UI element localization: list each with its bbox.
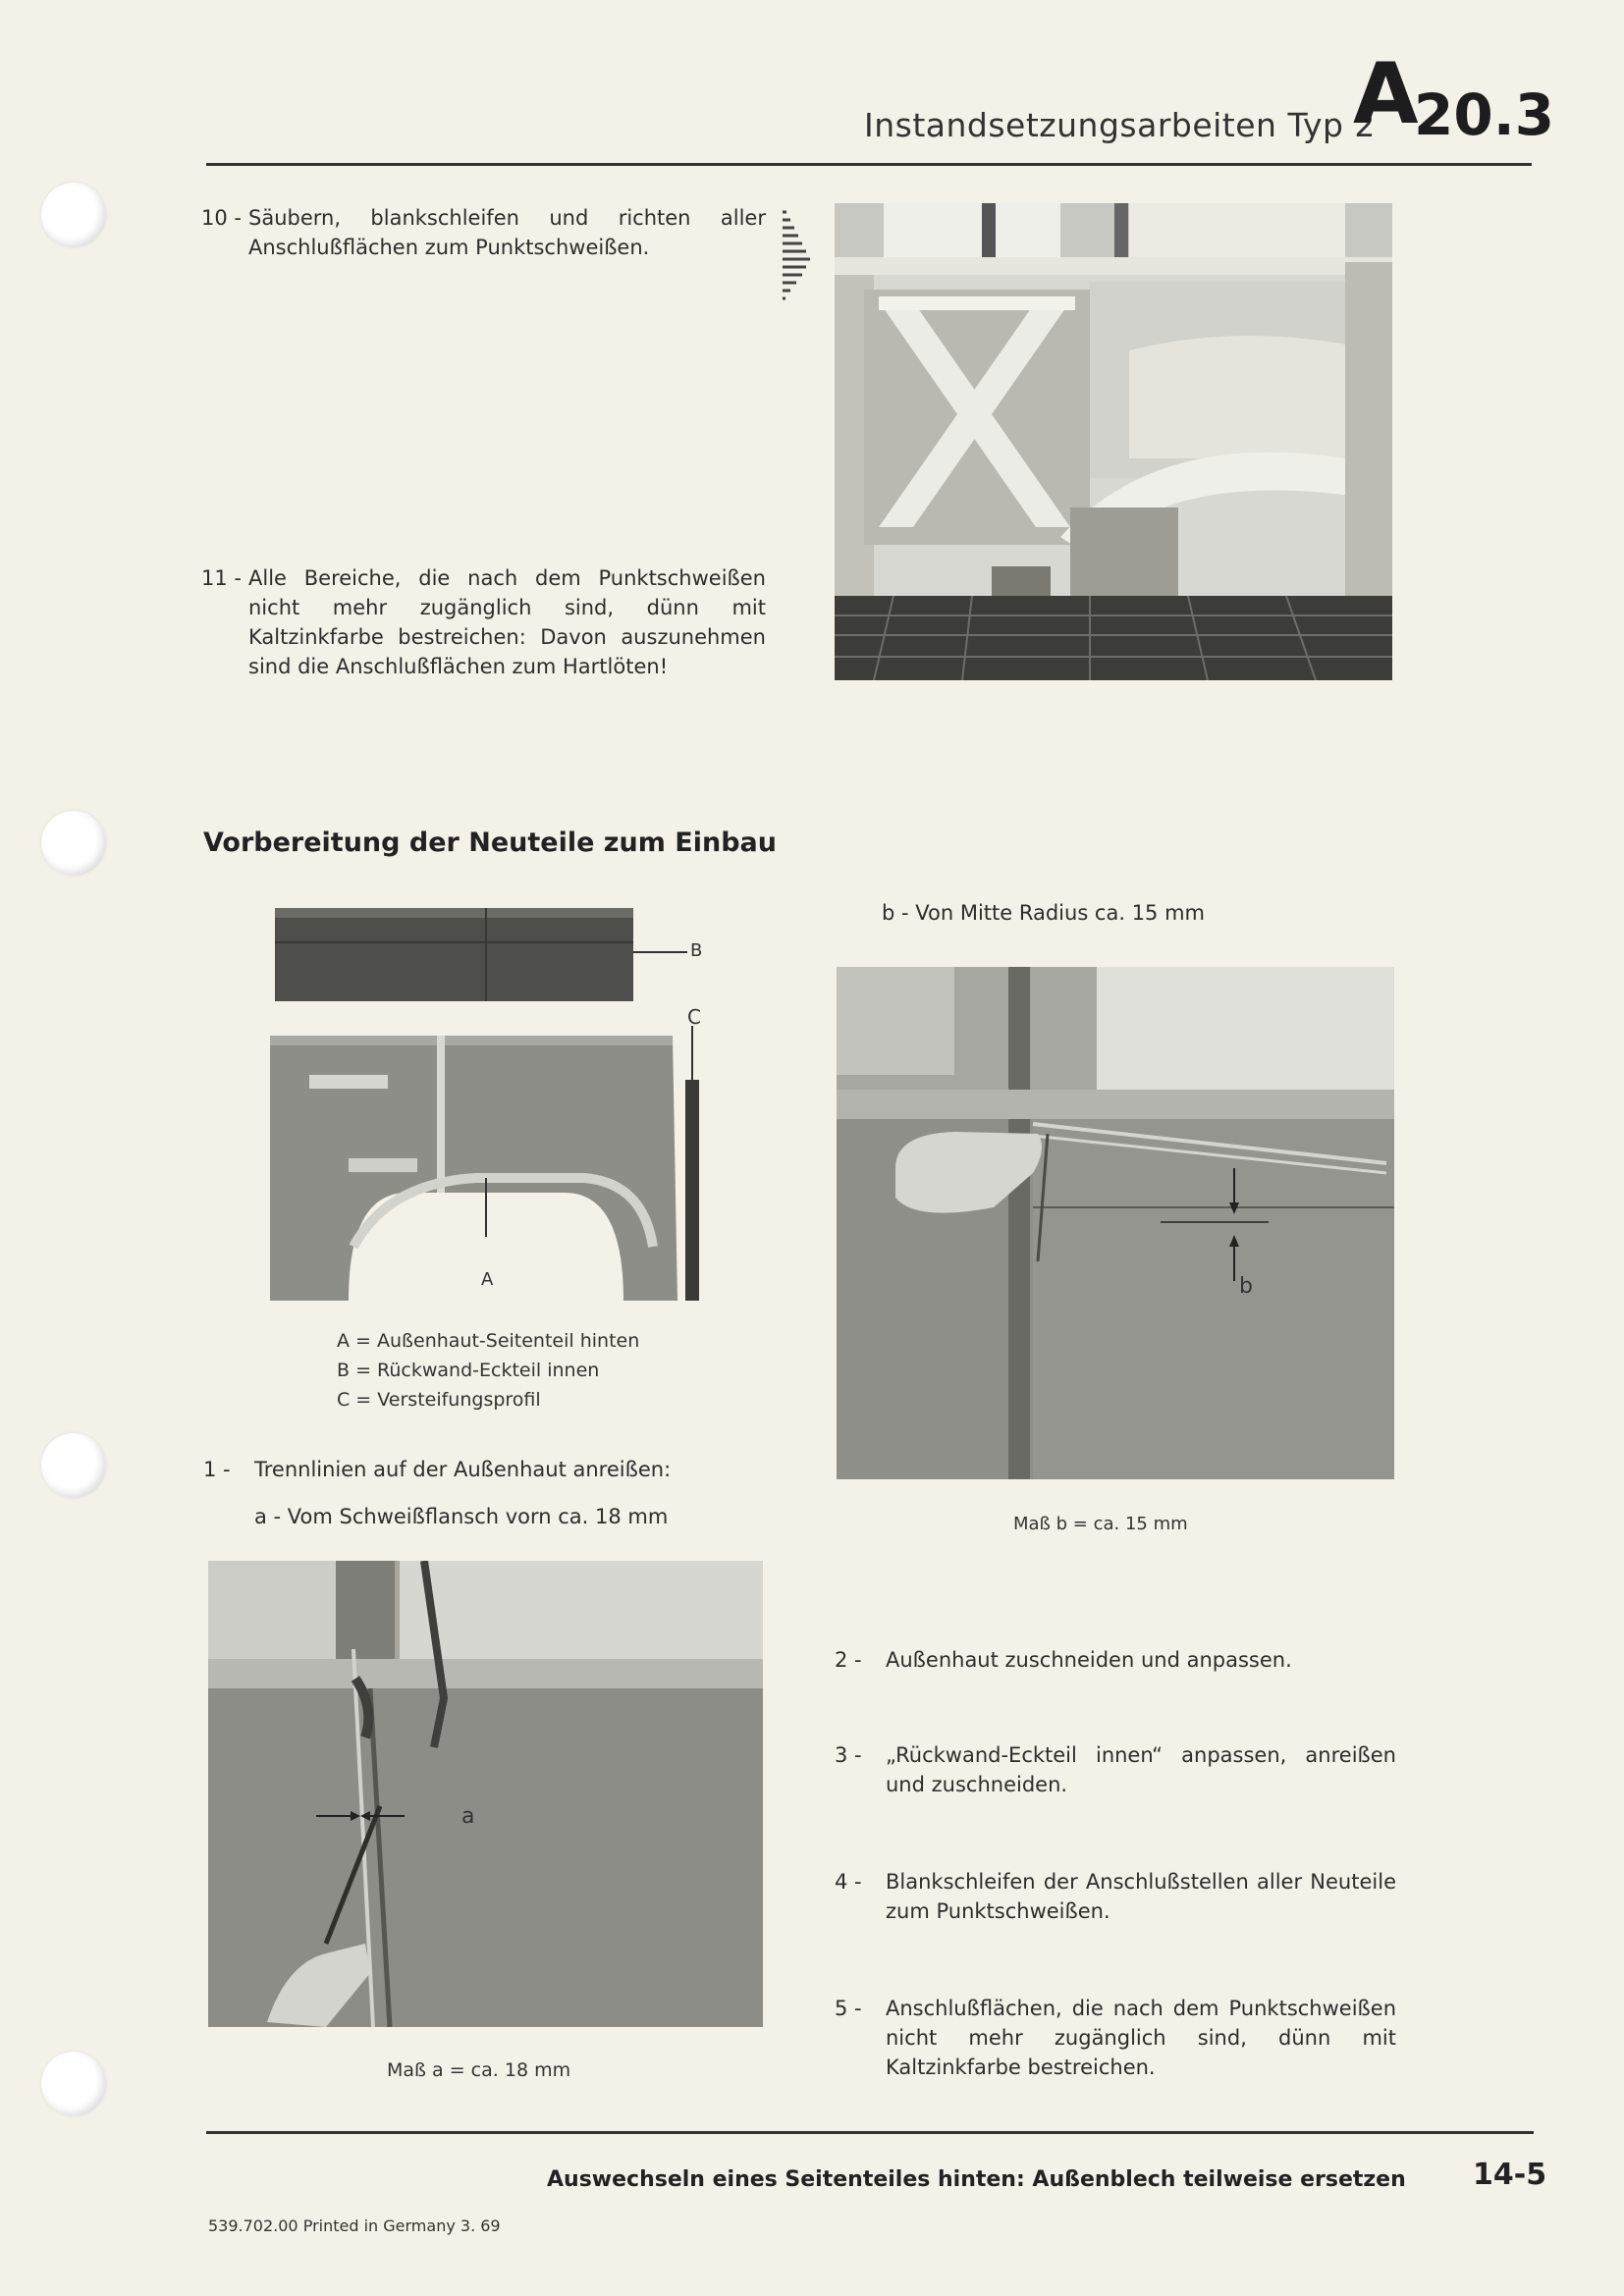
footer-page-number: 14-5 bbox=[1473, 2158, 1547, 2192]
photo-measure-b bbox=[837, 967, 1394, 1479]
legend-item-a: A = Außenhaut-Seitenteil hinten bbox=[337, 1330, 640, 1352]
caption-a: Maß a = ca. 18 mm bbox=[387, 2059, 571, 2081]
punch-hole-1 bbox=[41, 183, 106, 247]
step-10 bbox=[201, 203, 766, 262]
step-3 bbox=[835, 1740, 1396, 1799]
step-text: „Rückwand-Eckteil innen“ anpassen, anreißen und zuschneiden. bbox=[886, 1743, 1396, 1796]
step-text: Außenhaut zuschneiden und anpassen. bbox=[886, 1648, 1292, 1672]
photo-measure-a bbox=[208, 1561, 763, 2027]
step-1 bbox=[203, 1455, 733, 1484]
step-text: Alle Bereiche, die nach dem Punktschweißen nicht mehr zugänglich sind, dünn mit Kaltzinkfarbe bestreichen: Davon auszunehmen sind die Anschlußflächen zum Hartlöten! bbox=[248, 566, 766, 678]
step-number: 5 - bbox=[835, 1997, 862, 2020]
photo-a-label: a bbox=[461, 1804, 475, 1829]
step-1b: b - Von Mitte Radius ca. 15 mm bbox=[882, 901, 1206, 925]
footer-title: Auswechseln eines Seitenteiles hinten: Außenblech teilweise ersetzen bbox=[547, 2167, 1406, 2192]
step-number: 4 - bbox=[835, 1870, 862, 1894]
label-b: B bbox=[690, 940, 703, 961]
step-text: Säubern, blankschleifen und richten aller Anschlußflächen zum Punktschweißen. bbox=[248, 206, 766, 259]
punch-hole-3 bbox=[41, 1433, 106, 1498]
section-heading: Vorbereitung der Neuteile zum Einbau bbox=[203, 828, 777, 858]
label-a: A bbox=[481, 1269, 494, 1290]
step-2 bbox=[835, 1645, 1396, 1675]
hatched-arrow-icon bbox=[781, 206, 814, 308]
step-number: 1 - bbox=[203, 1458, 231, 1481]
label-c: C bbox=[687, 1005, 701, 1029]
step-text: Trennlinien auf der Außenhaut anreißen: bbox=[254, 1458, 672, 1481]
step-text: Anschlußflächen, die nach dem Punktschweißen nicht mehr zugänglich sind, dünn mit Kaltzinkfarbe bestreichen. bbox=[886, 1997, 1396, 2079]
photo-rear-interior bbox=[835, 203, 1392, 680]
header-code-letter: A bbox=[1353, 45, 1419, 143]
step-5 bbox=[835, 1994, 1396, 2084]
footer-rule bbox=[206, 2131, 1534, 2134]
parts-legend bbox=[337, 1326, 639, 1415]
caption-b: Maß b = ca. 15 mm bbox=[1013, 1514, 1188, 1534]
photo-new-parts bbox=[260, 898, 722, 1315]
step-text: Blankschleifen der Anschlußstellen aller Neuteile zum Punktschweißen. bbox=[886, 1870, 1396, 1923]
header-title: Instandsetzungsarbeiten Typ 2 bbox=[864, 106, 1376, 144]
header-code-number: 20.3 bbox=[1414, 81, 1555, 148]
step-1a: a - Vom Schweißflansch vorn ca. 18 mm bbox=[254, 1505, 669, 1528]
photo-b-label: b bbox=[1239, 1274, 1253, 1299]
step-number: 11 - bbox=[201, 566, 242, 590]
footer-print-info: 539.702.00 Printed in Germany 3. 69 bbox=[208, 2216, 501, 2235]
step-number: 2 - bbox=[835, 1648, 862, 1672]
step-number: 3 - bbox=[835, 1743, 862, 1767]
legend-item-b: B = Rückwand-Eckteil innen bbox=[337, 1360, 600, 1381]
header-rule bbox=[206, 163, 1532, 166]
step-number: 10 - bbox=[201, 206, 242, 230]
legend-item-c: C = Versteifungsprofil bbox=[337, 1389, 541, 1411]
step-4 bbox=[835, 1867, 1396, 1926]
punch-hole-4 bbox=[41, 2052, 106, 2116]
step-11 bbox=[201, 563, 766, 685]
punch-hole-2 bbox=[41, 811, 106, 876]
